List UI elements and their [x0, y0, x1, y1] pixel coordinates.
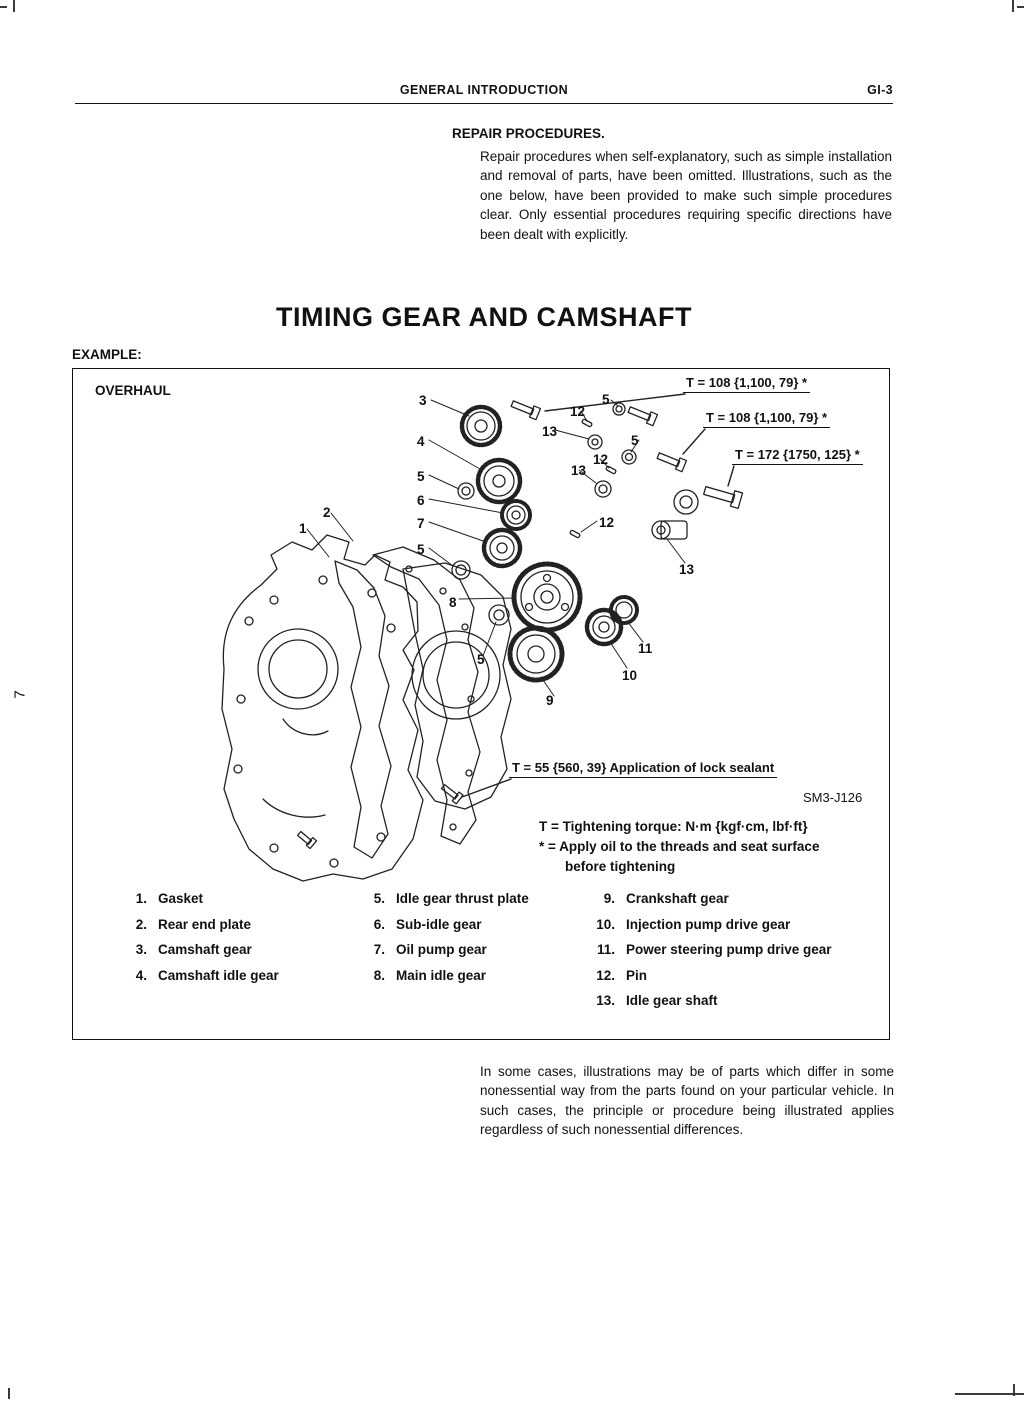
callout-number: 5	[602, 392, 610, 407]
overhaul-label: OVERHAUL	[95, 383, 171, 398]
callout-number: 11	[638, 641, 653, 656]
callout-number: 5	[477, 652, 485, 667]
callout-number: 1	[299, 521, 307, 536]
legend-item	[121, 891, 353, 906]
legend-number: 3.	[135, 942, 147, 957]
legend-number: 12.	[596, 967, 615, 983]
figure-box	[72, 368, 890, 1040]
legend-text: Power steering pump drive gear	[626, 942, 832, 957]
callout-number: 4	[417, 434, 425, 449]
lock-sealant-callout: T = 55 {560, 39} Application of lock sealant	[509, 760, 777, 778]
legend-number: 13.	[596, 993, 615, 1008]
rear-end-plate-outline	[373, 547, 480, 844]
crop-mark-top-left-h	[0, 6, 7, 8]
legend-item	[359, 917, 585, 932]
legend-item	[359, 942, 585, 957]
callout-number: 9	[546, 693, 554, 708]
legend-column-1	[121, 891, 353, 993]
callout-number: 7	[417, 516, 425, 531]
page-header	[75, 83, 893, 97]
callout-number: 13	[571, 463, 587, 478]
callout-number: 6	[417, 493, 425, 508]
legend-text: Idle gear shaft	[626, 993, 718, 1008]
legend-item	[359, 891, 585, 906]
front-cover-outline	[403, 563, 511, 809]
legend-item	[589, 917, 883, 932]
torque-callout-2: T = 108 {1,100, 79} *	[703, 410, 830, 428]
legend-text: Camshaft idle gear	[158, 967, 279, 983]
legend-number: 8.	[373, 967, 385, 983]
crop-mark-top-right-h	[1017, 6, 1024, 8]
legend-item	[359, 968, 585, 983]
closing-paragraph: In some cases, illustrations may be of parts which differ in some nonessential way from the parts found on your particular vehicle. In such cases, the principle or procedure being illustrated applies regardless of such nonessential differences.	[480, 1064, 894, 1138]
section-title: TIMING GEAR AND CAMSHAFT	[276, 302, 692, 332]
torque-legend-note: T = Tightening torque: N·m {kgf·cm, lbf·ft}	[539, 819, 808, 834]
header-title: GENERAL INTRODUCTION	[399, 83, 569, 97]
callout-number: 12	[599, 515, 615, 530]
callout-number: 5	[631, 433, 639, 448]
side-page-number: 7	[11, 690, 29, 699]
callout-number: 12	[570, 404, 586, 419]
legend-number: 2.	[135, 916, 147, 932]
callout-number: 3	[419, 393, 427, 408]
header-page-code: GI-3	[867, 83, 893, 97]
legend-text: Gasket	[158, 891, 204, 906]
legend-column-2	[359, 891, 585, 993]
legend-item	[121, 942, 353, 957]
legend-number: 9.	[603, 891, 615, 906]
gasket-outline	[335, 561, 391, 858]
legend-number: 5.	[373, 891, 385, 906]
callout-number: 5	[417, 469, 425, 484]
callout-number: 12	[593, 452, 609, 467]
crop-mark-top-left	[13, 0, 15, 12]
legend-item	[589, 993, 883, 1008]
legend-text: Idle gear thrust plate	[396, 891, 529, 906]
gear-train	[462, 407, 637, 680]
legend-number: 10.	[596, 916, 615, 932]
legend-number: 7.	[373, 942, 385, 957]
legend-number: 1.	[135, 891, 147, 906]
oil-note-line2: before tightening	[565, 859, 676, 874]
torque-callout-3: T = 172 {1750, 125} *	[732, 447, 863, 465]
legend-text: Injection pump drive gear	[626, 916, 791, 932]
crop-mark-top-right	[1012, 0, 1014, 12]
legend-column-3	[589, 891, 883, 1019]
legend-item	[589, 891, 883, 906]
repair-procedures-heading: REPAIR PROCEDURES.	[452, 126, 605, 141]
header-rule	[75, 103, 893, 104]
bolts	[440, 398, 743, 804]
legend-item	[121, 968, 353, 983]
legend-number: 6.	[373, 916, 385, 932]
callout-number: 8	[449, 595, 457, 610]
figure-code: SM3-J126	[803, 790, 863, 805]
legend-text: Oil pump gear	[396, 942, 487, 957]
engine-block-outline	[222, 535, 423, 881]
callout-number: 2	[323, 505, 331, 520]
legend-text: Sub-idle gear	[396, 916, 482, 932]
legend-text: Camshaft gear	[158, 942, 252, 957]
legend-text: Pin	[626, 967, 648, 983]
crop-mark-bottom-left	[8, 1388, 10, 1399]
legend-text: Rear end plate	[158, 916, 252, 932]
legend-number: 4.	[135, 967, 147, 983]
oil-note-line1: * = Apply oil to the threads and seat surface	[539, 839, 820, 854]
legend-text: Main idle gear	[396, 967, 487, 983]
repair-procedures-body: Repair procedures when self-explanatory, such as simple installation and removal of parts, have been omitted. Illustrations, such as the one below, have been provided to make such simple procedures clear. Only essential procedures requiring specific directions have been dealt with explicitly.	[480, 149, 892, 242]
crop-mark-bottom-right	[1013, 1384, 1015, 1396]
legend-text: Crankshaft gear	[626, 891, 729, 906]
legend-item	[589, 942, 883, 957]
torque-callout-1: T = 108 {1,100, 79} *	[683, 375, 810, 393]
callout-number: 5	[417, 542, 425, 557]
callout-number: 10	[622, 668, 638, 683]
callout-number: 13	[542, 424, 558, 439]
legend-number: 11.	[596, 942, 615, 957]
legend-item	[121, 917, 353, 932]
legend-item	[589, 968, 883, 983]
example-label: EXAMPLE:	[72, 347, 142, 362]
leader-lines	[307, 400, 685, 696]
callout-number: 13	[679, 562, 695, 577]
